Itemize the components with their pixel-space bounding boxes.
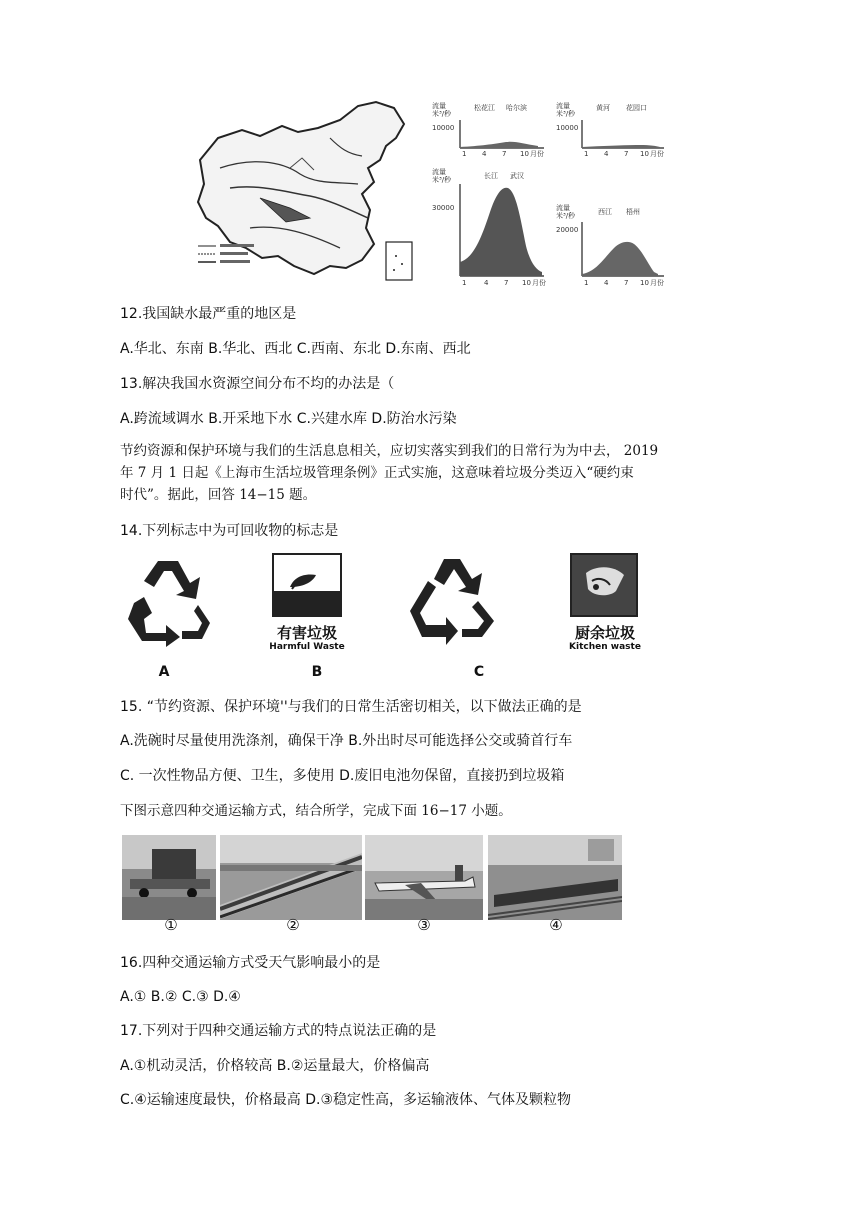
- x-tick: 1: [462, 150, 467, 158]
- passage-transport: [120, 800, 732, 822]
- q16-stem: 16.四种交通运输方式受天气影响最小的是: [120, 955, 381, 971]
- y-unit: 米³/秒: [432, 176, 452, 184]
- y-axis-title: 流量: [556, 204, 570, 212]
- q13-stem: 13.解决我国水资源空间分布不均的办法是（: [120, 376, 395, 392]
- x-tick: 7: [624, 150, 629, 158]
- photo-road-transport: [122, 835, 216, 920]
- harmful-waste-icon: [272, 553, 342, 617]
- chart-station: 梧州: [626, 208, 640, 216]
- hydrograph-songhua: [430, 100, 550, 158]
- q15-options-ab: A.洗碗时尽量使用洗涤剂，确保干净 B.外出时尽可能选择公交或骑首行车: [120, 733, 573, 749]
- y-unit: 米³/秒: [432, 110, 452, 118]
- photo-pipeline-transport: [220, 835, 362, 920]
- y-unit: 米³/秒: [556, 110, 576, 118]
- train-photo: [488, 835, 622, 920]
- q12-options: A.华北、东南 B.华北、西北 C.西南、东北 D.东南、西北: [120, 341, 471, 357]
- x-tick: 7: [624, 279, 629, 287]
- photo-tag-1: ①: [164, 916, 178, 934]
- kitchen-waste-icon: [570, 553, 638, 617]
- chart-river: 黄河: [596, 104, 610, 112]
- chart-river: 松花江: [474, 104, 495, 112]
- y-max-label: 20000: [556, 226, 579, 234]
- x-tick: 7: [504, 279, 509, 287]
- x-tick: 4: [482, 150, 487, 158]
- q17-stem: 17.下列对于四种交通运输方式的特点说法正确的是: [120, 1023, 437, 1039]
- sign-sub-d: Kitchen waste: [569, 642, 641, 652]
- x-unit: 月份: [532, 279, 546, 287]
- recycle-sign-c: [404, 555, 500, 649]
- y-axis-title: 流量: [432, 168, 446, 176]
- chart-station: 花园口: [626, 104, 647, 112]
- q17-options-ab: A.①机动灵活，价格较高 B.②运量最大，价格偏高: [120, 1058, 430, 1074]
- hydrograph-huanghe: [554, 100, 670, 158]
- x-tick: 10: [520, 150, 529, 158]
- sign-sub-b: Harmful Waste: [269, 642, 345, 652]
- q13-options: A.跨流域调水 B.开采地下水 C.兴建水库 D.防治水污染: [120, 411, 457, 427]
- x-tick: 10: [522, 279, 531, 287]
- passage-line: 下图示意四种交通运输方式，结合所学，完成下面 16−17 小题。: [120, 803, 512, 819]
- x-tick: 7: [502, 150, 507, 158]
- photo-rail-transport: [488, 835, 622, 920]
- x-unit: 月份: [650, 150, 664, 158]
- photo-tag-4: ④: [549, 916, 563, 934]
- hydrograph-xijiang: [554, 200, 670, 288]
- harmful-waste-sign-b: [272, 553, 342, 617]
- x-tick: 1: [462, 279, 467, 287]
- q15-stem: 15. “节约资源、保护环境''与我们的日常生活密切相关，以下做法正确的是: [120, 699, 582, 715]
- china-outline-drawing: [190, 98, 422, 288]
- map-legend: [198, 244, 254, 263]
- chart-river: 长江: [484, 172, 498, 180]
- x-tick: 4: [604, 279, 609, 287]
- q16-options: A.① B.② C.③ D.④: [120, 989, 241, 1005]
- airplane-photo: [365, 835, 483, 920]
- photo-air-transport: [365, 835, 483, 920]
- kitchen-waste-sign-d: [570, 553, 638, 617]
- sign-letter-c: C: [473, 664, 485, 680]
- passage-line: 年 7 月 1 日起《上海市生活垃圾管理条例》正式实施，这意味着垃圾分类迈入“硬约束: [120, 465, 634, 481]
- sign-letter-b: B: [311, 664, 323, 680]
- y-axis-title: 流量: [556, 102, 570, 110]
- x-tick: 1: [584, 150, 589, 158]
- y-axis-title: 流量: [432, 102, 446, 110]
- recycle-triangle-icon: [404, 555, 500, 649]
- china-river-map: [190, 98, 422, 288]
- photo-tag-3: ③: [417, 916, 431, 934]
- sign-text-b: 有害垃圾: [276, 624, 337, 642]
- sign-letter-a: A: [158, 664, 170, 680]
- q17-options-cd: C.④运输速度最快，价格最高 D.③稳定性高，多运输液体、气体及颗粒物: [120, 1092, 572, 1108]
- x-tick: 1: [584, 279, 589, 287]
- passage-line: 时代”。据此，回答 14−15 题。: [120, 487, 317, 503]
- chart-station: 哈尔滨: [506, 104, 527, 112]
- y-max-label: 10000: [432, 124, 455, 132]
- sign-text-d: 厨余垃圾: [574, 624, 635, 642]
- chart-river: 西江: [598, 208, 612, 216]
- x-unit: 月份: [650, 279, 664, 287]
- truck-photo: [122, 835, 216, 920]
- passage-garbage: [120, 440, 732, 506]
- photo-tag-2: ②: [286, 916, 300, 934]
- y-max-label: 30000: [432, 204, 455, 212]
- chart-station: 武汉: [510, 172, 524, 180]
- q14-stem: 14.下列标志中为可回收物的标志是: [120, 523, 339, 539]
- recycle-sign-a: [120, 553, 216, 649]
- q15-options-cd: C. 一次性物品方便、卫生，多使用 D.废旧电池勿保留，直接扔到垃圾箱: [120, 768, 565, 784]
- hydrograph-changjiang: [430, 166, 550, 288]
- passage-line: 节约资源和保护环境与我们的生活息息相关，应切实落实到我们的日常行为为中去， 2019: [120, 443, 659, 459]
- x-tick: 10: [640, 279, 649, 287]
- recycle-arrows-icon: [120, 553, 216, 649]
- q12-stem: 12.我国缺水最严重的地区是: [120, 306, 297, 322]
- x-tick: 4: [604, 150, 609, 158]
- y-max-label: 10000: [556, 124, 579, 132]
- x-unit: 月份: [530, 150, 544, 158]
- x-tick: 4: [484, 279, 489, 287]
- y-unit: 米³/秒: [556, 212, 576, 220]
- pipeline-photo: [220, 835, 362, 920]
- x-tick: 10: [640, 150, 649, 158]
